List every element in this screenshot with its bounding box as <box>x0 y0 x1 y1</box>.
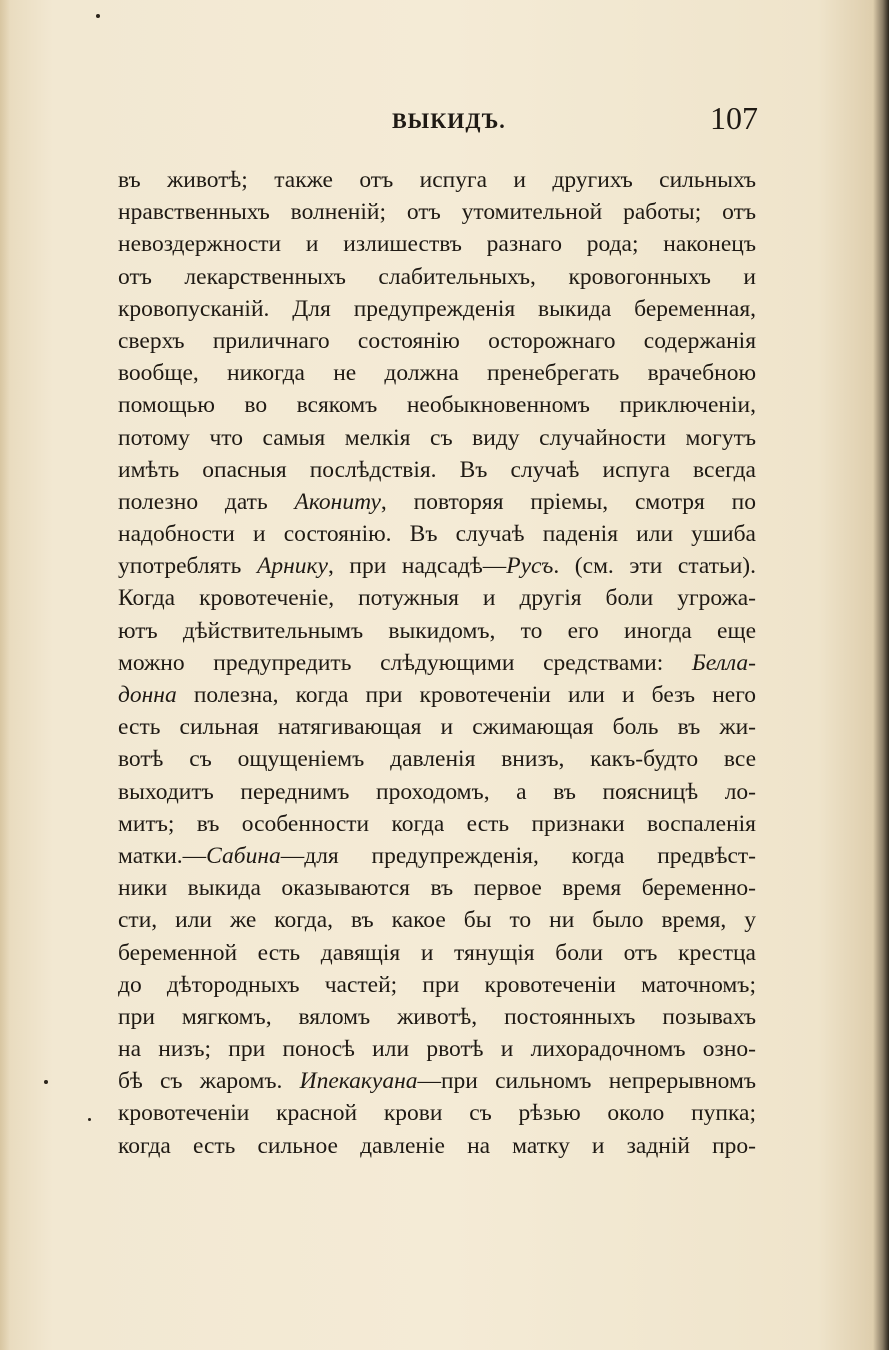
text-segment: отъ лекарственныхъ слабительныхъ, кровогонныхъ и <box>118 263 756 290</box>
italic-remedy-name: Сабина <box>206 842 281 869</box>
print-speck <box>96 14 100 18</box>
text-line <box>118 228 756 260</box>
text-segment: сти, или же когда, въ какое бы то ни было время, у <box>118 907 756 934</box>
print-speck <box>88 1118 91 1121</box>
text-line <box>118 1065 756 1097</box>
text-line <box>118 840 756 872</box>
italic-remedy-name: Ипекакуана <box>299 1068 418 1095</box>
text-segment: на низъ; при поносѣ или рвотѣ и лихорадочномъ озно- <box>118 1036 756 1063</box>
text-segment: помощью во всякомъ необыкновенномъ приключеніи, <box>118 392 756 419</box>
text-line <box>118 679 756 711</box>
text-line <box>118 357 756 389</box>
text-line <box>118 872 756 904</box>
text-segment: матки.— <box>118 842 207 869</box>
text-line <box>118 1130 756 1162</box>
text-segment: ники выкида оказываются въ первое время беременно- <box>118 875 756 902</box>
page-gutter-shadow <box>0 0 10 1350</box>
text-line <box>118 776 756 808</box>
italic-remedy-name: донна <box>118 682 177 708</box>
page-header <box>0 100 889 140</box>
text-segment: , повторяя пріемы, смотря по <box>380 488 756 515</box>
text-segment: употреблять <box>118 553 257 580</box>
running-head: ВЫКИДЪ. <box>392 108 506 133</box>
text-segment: . (см. эти статьи). <box>553 553 756 580</box>
text-segment: есть сильная натягивающая и сжимающая боль въ жи- <box>118 714 756 741</box>
print-speck <box>44 1080 48 1084</box>
text-line <box>118 164 756 196</box>
text-line <box>118 486 756 518</box>
text-line <box>118 454 756 486</box>
text-line <box>118 808 756 840</box>
text-line <box>118 422 756 454</box>
text-line <box>118 389 756 421</box>
text-segment: потому что самыя мелкія съ виду случайности могутъ <box>118 424 756 451</box>
body-text <box>118 164 756 1162</box>
text-segment: бѣ съ жаромъ. <box>118 1068 300 1095</box>
text-line <box>118 325 756 357</box>
italic-remedy-name: Акониту <box>294 488 381 515</box>
text-segment: полезно дать <box>118 488 295 515</box>
text-segment: сверхъ приличнаго состоянію осторожнаго содержанія <box>118 327 756 354</box>
text-line <box>118 904 756 936</box>
text-segment: митъ; въ особенности когда есть признаки воспаленія <box>118 810 756 837</box>
text-line <box>118 647 756 679</box>
italic-remedy-name: Русъ <box>506 553 554 580</box>
text-segment: —для предупрежденія, когда предвѣст- <box>280 842 756 869</box>
page-number: 107 <box>710 100 758 136</box>
text-segment: выходитъ переднимъ проходомъ, а въ поясницѣ ло- <box>118 778 756 805</box>
text-segment: Когда кровотеченіе, потужныя и другія боли угрожа- <box>118 585 756 612</box>
text-line <box>118 615 756 647</box>
text-segment: до дѣтородныхъ частей; при кровотеченіи маточномъ; <box>118 971 756 998</box>
text-segment: можно предупредить слѣдующими средствами: <box>118 649 692 676</box>
text-line <box>118 1033 756 1065</box>
italic-remedy-name: Белла- <box>691 649 756 676</box>
text-line <box>118 518 756 550</box>
text-segment: кровопусканій. Для предупрежденія выкида беременная, <box>118 295 756 322</box>
text-line <box>118 969 756 1001</box>
text-segment: полезна, когда при кровотеченіи или и безъ него <box>176 682 756 708</box>
text-segment: нравственныхъ волненій; отъ утомительной работы; отъ <box>118 199 756 226</box>
text-segment: ютъ дѣйствительнымъ выкидомъ, то его иногда еще <box>118 617 756 644</box>
text-line <box>118 261 756 293</box>
text-segment: , при надсадѣ— <box>327 553 507 580</box>
text-segment: вообще, никогда не должна пренебрегать врачебною <box>118 360 756 387</box>
text-line <box>118 1097 756 1129</box>
text-line <box>118 711 756 743</box>
text-segment: беременной есть давящія и тянущія боли отъ крестца <box>118 939 756 966</box>
text-segment: невоздержности и излишествъ разнаго рода; наконецъ <box>118 231 756 258</box>
page-edge-shadow <box>873 0 889 1350</box>
text-segment: —при сильномъ непрерывномъ <box>417 1068 756 1095</box>
text-line <box>118 196 756 228</box>
text-line <box>118 293 756 325</box>
italic-remedy-name: Арнику <box>257 553 328 580</box>
text-line <box>118 1001 756 1033</box>
text-line <box>118 582 756 614</box>
text-segment: въ животѣ; также отъ испуга и другихъ сильныхъ <box>118 167 756 193</box>
text-segment: когда есть сильное давленіе на матку и задній про- <box>118 1132 756 1159</box>
text-line <box>118 550 756 582</box>
text-line <box>118 937 756 969</box>
text-segment: при мягкомъ, вяломъ животѣ, постоянныхъ позывахъ <box>118 1003 756 1030</box>
text-segment: имѣть опасныя послѣдствія. Въ случаѣ испуга всегда <box>118 456 756 483</box>
text-segment: надобности и состоянію. Въ случаѣ паденія или ушиба <box>118 521 756 548</box>
text-segment: кровотеченіи красной крови съ рѣзью около пупка; <box>118 1100 756 1127</box>
text-segment: вотѣ съ ощущеніемъ давленія внизъ, какъ-будто все <box>118 746 756 773</box>
text-line <box>118 743 756 775</box>
